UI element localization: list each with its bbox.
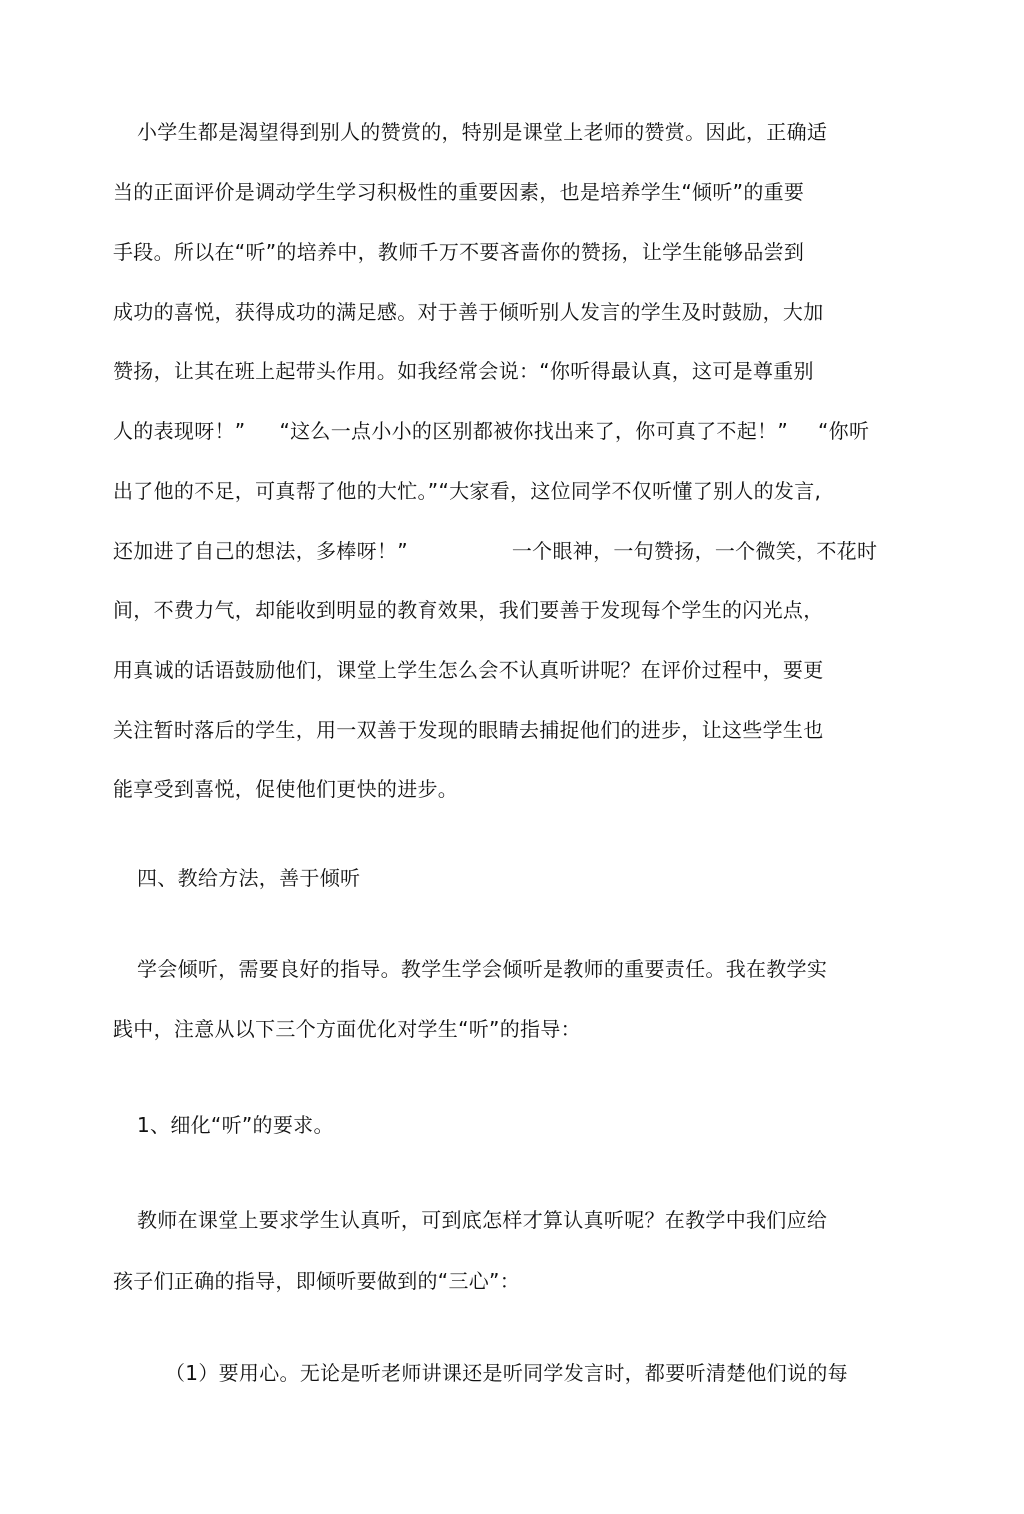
section-heading: 四、教给方法，善于倾听 (137, 866, 361, 890)
paragraph-line: 关注暂时落后的学生，用一双善于发现的眼睛去捕捉他们的进步，让这些学生也 (113, 718, 824, 742)
paragraph-line: 学会倾听，需要良好的指导。教学生学会倾听是教师的重要责任。我在教学实 (137, 957, 828, 981)
paragraph-line: 践中，注意从以下三个方面优化对学生“听”的指导： (113, 1017, 581, 1041)
paragraph-line: 教师在课堂上要求学生认真听，可到底怎样才算认真听呢？在教学中我们应给 (137, 1208, 828, 1232)
paragraph-line: 出了他的不足，可真帮了他的大忙。”“大家看，这位同学不仅听懂了别人的发言, (113, 479, 822, 503)
paragraph-line: 用真诚的话语鼓励他们，课堂上学生怎么会不认真听讲呢？在评价过程中，要更 (113, 658, 824, 682)
paragraph-line (113, 538, 877, 564)
quote-segment: “这么一点小小的区别都被你找出来了，你可真了不起！” (279, 419, 788, 443)
numbered-item: 1、细化“听”的要求。 (137, 1113, 334, 1137)
quote-segment: “你听 (818, 419, 870, 443)
sub-item: （1）要用心。无论是听老师讲课还是听同学发言时，都要听清楚他们说的每 (165, 1361, 848, 1385)
paragraph-line: 间，不费力气，却能收到明显的教育效果，我们要善于发现每个学生的闪光点， (113, 598, 824, 622)
paragraph-line (113, 418, 869, 444)
paragraph-line: 当的正面评价是调动学生学习积极性的重要因素，也是培养学生“倾听”的重要 (113, 180, 805, 204)
paragraph-line: 赞扬，让其在班上起带头作用。如我经常会说：“你听得最认真，这可是尊重别 (113, 359, 814, 383)
paragraph-line: 成功的喜悦，获得成功的满足感。对于善于倾听别人发言的学生及时鼓励，大加 (113, 300, 824, 324)
text-segment: 一个眼神，一句赞扬，一个微笑，不花时 (511, 539, 878, 563)
quote-segment: 还加进了自己的想法，多棒呀！” (113, 539, 408, 563)
quote-segment: 人的表现呀！” (113, 419, 246, 443)
paragraph-line: 孩子们正确的指导，即倾听要做到的“三心”： (113, 1269, 521, 1293)
paragraph-line: 小学生都是渴望得到别人的赞赏的，特别是课堂上老师的赞赏。因此，正确适 (137, 120, 828, 144)
paragraph-line: 能享受到喜悦，促使他们更快的进步。 (113, 777, 459, 801)
paragraph-line: 手段。所以在“听”的培养中，教师千万不要吝啬你的赞扬，让学生能够品尝到 (113, 240, 805, 264)
